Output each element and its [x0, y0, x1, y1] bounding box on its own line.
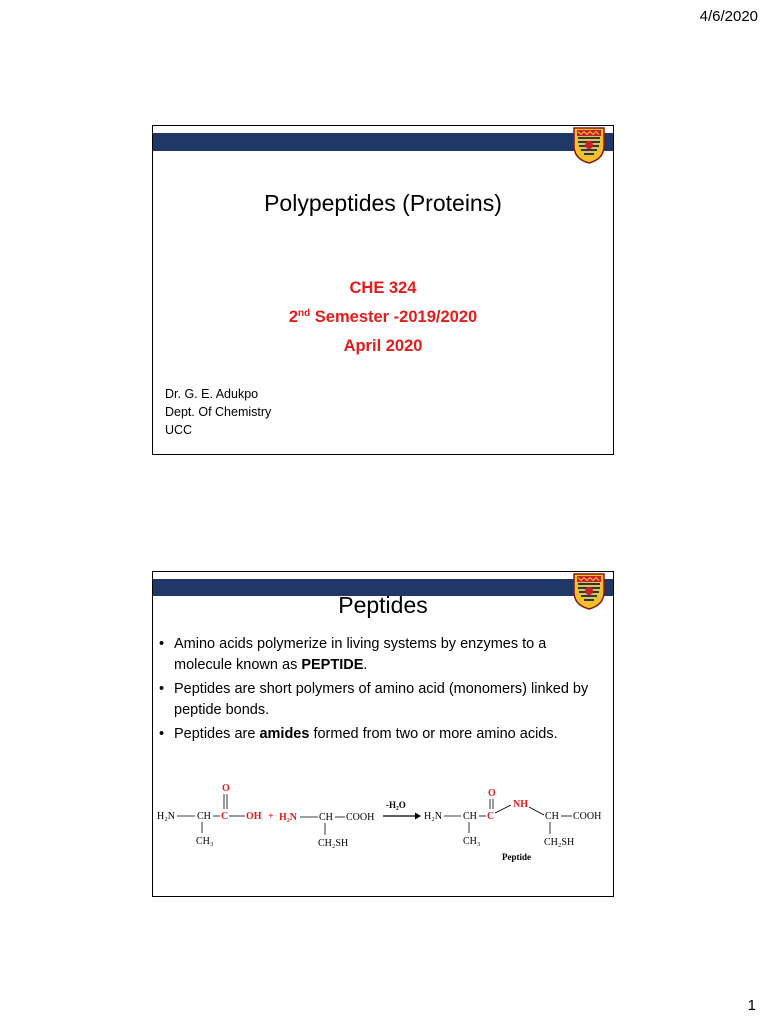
slide-peptides [152, 571, 614, 897]
peptide-bond [495, 805, 511, 813]
carboxyl-group: COOH [573, 811, 602, 822]
methyl-group: CH₃ [463, 836, 481, 847]
amine-group: H₂N [279, 812, 297, 823]
alpha-carbon: CH [197, 811, 211, 822]
oxygen-label: O [488, 788, 496, 799]
arrow-head-icon [415, 813, 421, 820]
page-number: 1 [747, 997, 756, 1014]
carbonyl-carbon: C [221, 811, 229, 822]
peptide-reaction-diagram [153, 778, 615, 878]
slide-banner [153, 133, 613, 151]
thiol-side-chain: CH₂SH [318, 838, 349, 849]
methyl-group: CH₃ [196, 836, 214, 847]
hydroxyl-group: OH [246, 811, 262, 822]
alpha-carbon: CH [545, 811, 559, 822]
bullet-text: . [363, 656, 368, 673]
semester-line [153, 303, 613, 332]
bullet-item [157, 724, 603, 745]
alpha-carbon: CH [319, 812, 333, 823]
semester-rest: Semester -2019/2020 [310, 308, 478, 326]
bullet-text: Peptides are [174, 726, 260, 742]
amide-nh: NH [513, 799, 528, 810]
course-code: CHE 324 [349, 279, 417, 297]
author-department: Dept. Of Chemistry [165, 405, 272, 419]
thiol-side-chain: CH₂SH [544, 837, 575, 848]
semester-ordinal: 2 [288, 308, 298, 326]
product-label: Peptide [502, 852, 531, 862]
course-info [153, 274, 613, 361]
bullet-text: Amino acids polymerize in living systems by enzymes to a molecule known as [174, 636, 547, 673]
alpha-carbon: CH [463, 811, 477, 822]
plus-sign: + [268, 811, 274, 822]
bullet-bold-term: PEPTIDE [301, 656, 364, 673]
author-institution: UCC [165, 423, 193, 437]
month-line: April 2020 [343, 337, 423, 355]
bullet-item [157, 634, 603, 675]
carboxyl-group: COOH [346, 812, 375, 823]
author-block [165, 385, 271, 439]
bullet-text: formed from two or more amino acids. [309, 726, 558, 742]
bond [529, 807, 544, 815]
bullet-item: • Peptides are short polymers of amino acid (monomers) linked by peptide bonds. [157, 679, 603, 720]
amine-group: H₂N [424, 811, 442, 822]
amine-group: H₂N [157, 811, 175, 822]
semester-suffix: nd [298, 308, 311, 319]
oxygen-label: O [222, 783, 230, 794]
slide-peptides-heading: Peptides [338, 592, 428, 618]
carbonyl-carbon: C [487, 811, 495, 822]
university-crest-icon [571, 126, 607, 164]
page-date: 4/6/2020 [699, 8, 758, 25]
slide-title-heading: Polypeptides (Proteins) [264, 190, 502, 216]
bullet-list [157, 634, 603, 749]
bullet-bold-term: amides [259, 726, 310, 742]
arrow-label: -H₂O [386, 800, 406, 810]
author-name: Dr. G. E. Adukpo [165, 387, 259, 401]
slide-title [152, 125, 614, 455]
